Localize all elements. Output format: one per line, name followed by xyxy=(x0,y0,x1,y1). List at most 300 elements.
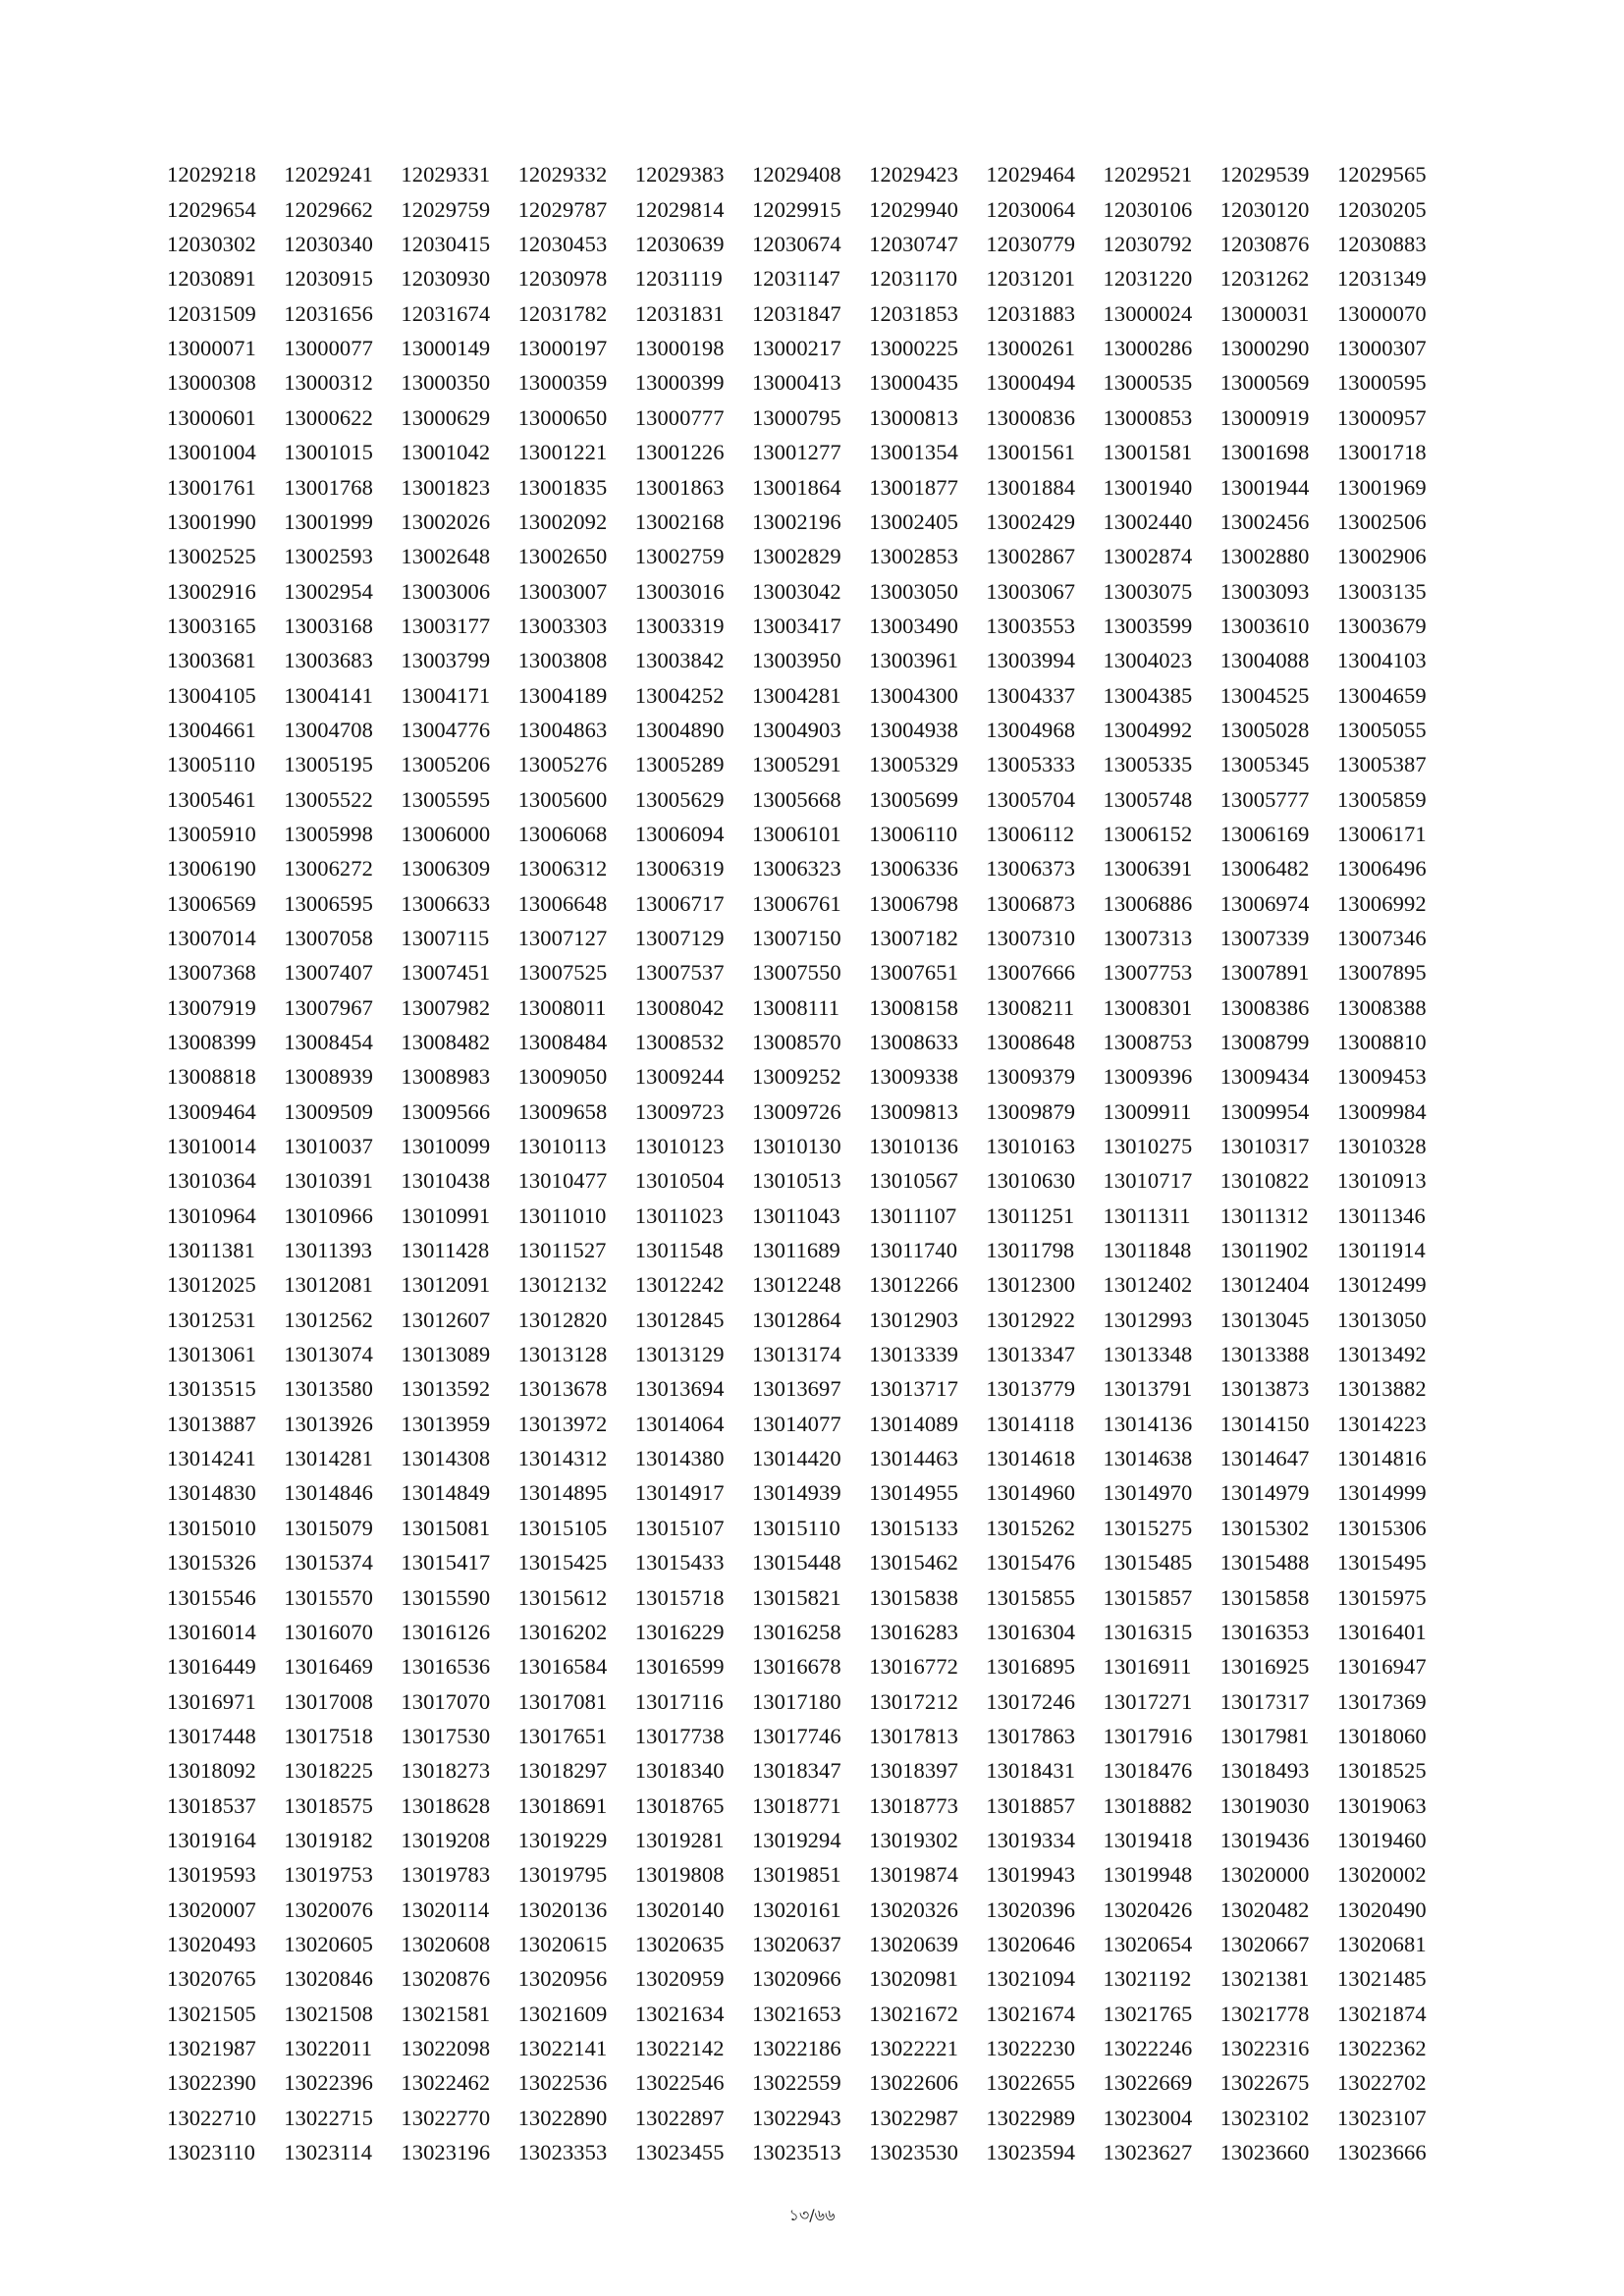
grid-row xyxy=(167,956,1453,990)
roll-number: 12030779 xyxy=(986,232,1076,257)
roll-number: 13008939 xyxy=(284,1064,373,1090)
roll-number: 13022710 xyxy=(167,2105,256,2130)
roll-number: 13013678 xyxy=(517,1376,608,1402)
roll-number: 13019063 xyxy=(1336,1792,1427,1818)
roll-number: 13001864 xyxy=(751,474,841,500)
roll-number: 13006112 xyxy=(986,821,1075,846)
roll-number: 13013515 xyxy=(167,1376,256,1402)
roll-number: 13009252 xyxy=(751,1064,841,1090)
roll-number: 13015546 xyxy=(167,1584,256,1610)
roll-number: 13015448 xyxy=(751,1550,841,1575)
roll-number: 13004776 xyxy=(401,717,491,742)
roll-number: 13019948 xyxy=(1103,1862,1193,1888)
grid-row xyxy=(167,1615,1453,1649)
roll-number: 13012025 xyxy=(167,1272,256,1298)
grid-row xyxy=(167,748,1453,782)
roll-number: 13002405 xyxy=(869,508,958,534)
roll-number: 13023594 xyxy=(986,2140,1076,2165)
roll-number: 13011346 xyxy=(1336,1202,1426,1228)
roll-number: 13020114 xyxy=(401,1896,490,1922)
roll-number: 13020000 xyxy=(1219,1862,1310,1888)
roll-number: 13007127 xyxy=(517,925,608,950)
roll-number: 13011914 xyxy=(1336,1238,1426,1263)
roll-number: 13009453 xyxy=(1336,1064,1427,1090)
roll-number: 13004385 xyxy=(1103,682,1193,708)
roll-number: 13023660 xyxy=(1219,2140,1310,2165)
roll-number: 13001718 xyxy=(1336,440,1427,465)
roll-number: 13016599 xyxy=(634,1654,725,1680)
roll-number: 13020639 xyxy=(869,1931,958,1956)
roll-number: 13002456 xyxy=(1219,508,1310,534)
roll-number: 13002525 xyxy=(167,544,256,569)
roll-number: 13003168 xyxy=(284,613,373,638)
grid-row xyxy=(167,852,1453,886)
roll-number: 13010717 xyxy=(1103,1168,1193,1194)
roll-number: 12030792 xyxy=(1103,232,1193,257)
roll-number: 13006595 xyxy=(284,890,373,916)
roll-number: 13018273 xyxy=(401,1758,491,1784)
roll-number: 13017981 xyxy=(1219,1723,1310,1748)
roll-number: 12029940 xyxy=(869,196,958,222)
roll-number: 13001990 xyxy=(167,508,256,534)
grid-row xyxy=(167,1789,1453,1823)
roll-number: 13007368 xyxy=(167,960,256,986)
grid-row xyxy=(167,505,1453,539)
roll-number: 13014463 xyxy=(869,1446,958,1471)
roll-number: 13013882 xyxy=(1336,1376,1427,1402)
roll-number: 13020002 xyxy=(1336,1862,1427,1888)
roll-number: 13003165 xyxy=(167,613,256,638)
roll-number: 13020846 xyxy=(284,1966,373,1992)
roll-number: 13000070 xyxy=(1336,300,1427,326)
roll-number: 13005335 xyxy=(1103,752,1193,777)
grid-row xyxy=(167,1234,1453,1268)
roll-number: 13022943 xyxy=(751,2105,841,2130)
roll-number: 13020605 xyxy=(284,1931,373,1956)
roll-number: 13022890 xyxy=(517,2105,608,2130)
roll-number: 13015417 xyxy=(401,1550,491,1575)
roll-number: 13014241 xyxy=(167,1446,256,1471)
grid-row xyxy=(167,1511,1453,1545)
roll-number: 13003599 xyxy=(1103,613,1193,638)
roll-number: 13022142 xyxy=(634,2035,725,2060)
roll-number: 13020956 xyxy=(517,1966,608,1992)
grid-row xyxy=(167,332,1453,366)
roll-number: 13019874 xyxy=(869,1862,958,1888)
roll-number: 13009434 xyxy=(1219,1064,1310,1090)
roll-number: 13018092 xyxy=(167,1758,256,1784)
roll-number: 13004903 xyxy=(751,717,841,742)
grid-row xyxy=(167,1476,1453,1511)
roll-number: 13011311 xyxy=(1103,1202,1191,1228)
roll-number: 13006496 xyxy=(1336,856,1427,881)
roll-number: 13022989 xyxy=(986,2105,1076,2130)
roll-number: 13023110 xyxy=(167,2140,255,2165)
roll-number: 13010328 xyxy=(1336,1134,1427,1159)
roll-number: 13013926 xyxy=(284,1411,373,1436)
roll-number: 13015857 xyxy=(1103,1584,1193,1610)
grid-row xyxy=(167,400,1453,435)
roll-number: 13000024 xyxy=(1103,300,1193,326)
roll-number: 13007919 xyxy=(167,994,256,1020)
roll-number: 13018691 xyxy=(517,1792,608,1818)
grid-row xyxy=(167,922,1453,956)
roll-number: 13015306 xyxy=(1336,1515,1427,1540)
roll-number: 13005387 xyxy=(1336,752,1427,777)
roll-number: 13015858 xyxy=(1219,1584,1310,1610)
roll-number: 13015079 xyxy=(284,1515,373,1540)
roll-number: 13003610 xyxy=(1219,613,1310,638)
roll-number: 12031220 xyxy=(1103,266,1193,292)
roll-number: 13018773 xyxy=(869,1792,958,1818)
roll-number: 13011689 xyxy=(751,1238,840,1263)
grid-row xyxy=(167,1303,1453,1337)
roll-number: 13003994 xyxy=(986,648,1076,673)
roll-number: 13015107 xyxy=(634,1515,725,1540)
roll-number: 13012864 xyxy=(751,1307,841,1332)
roll-number: 13023627 xyxy=(1103,2140,1193,2165)
roll-number: 13021674 xyxy=(986,2001,1076,2026)
roll-number: 12029654 xyxy=(167,196,256,222)
roll-number: 12030891 xyxy=(167,266,256,292)
roll-number: 12031831 xyxy=(634,300,725,326)
roll-number: 13021505 xyxy=(167,2001,256,2026)
roll-number: 13011381 xyxy=(167,1238,255,1263)
grid-row xyxy=(167,1407,1453,1441)
roll-number: 13006101 xyxy=(751,821,841,846)
roll-number: 13021609 xyxy=(517,2001,608,2026)
roll-number: 13017116 xyxy=(634,1688,724,1714)
roll-number: 13014895 xyxy=(517,1480,608,1506)
roll-number: 13001768 xyxy=(284,474,373,500)
roll-number: 13003135 xyxy=(1336,578,1427,604)
roll-number: 13001015 xyxy=(284,440,373,465)
grid-row xyxy=(167,1962,1453,1997)
roll-number: 13018397 xyxy=(869,1758,958,1784)
roll-number: 13003006 xyxy=(401,578,491,604)
roll-number: 13015570 xyxy=(284,1584,373,1610)
roll-number: 12031119 xyxy=(634,266,723,292)
roll-number: 13018060 xyxy=(1336,1723,1427,1748)
roll-number: 13022669 xyxy=(1103,2070,1193,2096)
roll-number: 13002906 xyxy=(1336,544,1427,569)
grid-row xyxy=(167,1858,1453,1893)
roll-number: 13018537 xyxy=(167,1792,256,1818)
roll-number: 13002874 xyxy=(1103,544,1193,569)
roll-number: 13000435 xyxy=(869,370,958,396)
grid-row xyxy=(167,262,1453,296)
roll-number: 13016911 xyxy=(1103,1654,1192,1680)
roll-number: 13005668 xyxy=(751,786,841,812)
roll-number: 13015262 xyxy=(986,1515,1076,1540)
grid-row xyxy=(167,818,1453,852)
roll-number: 13016014 xyxy=(167,1619,256,1644)
roll-number: 13019851 xyxy=(751,1862,841,1888)
roll-number: 13013959 xyxy=(401,1411,491,1436)
roll-number: 13016449 xyxy=(167,1654,256,1680)
roll-number: 13015302 xyxy=(1219,1515,1310,1540)
roll-number: 13009566 xyxy=(401,1098,491,1124)
roll-number: 13022011 xyxy=(284,2035,373,2060)
roll-number: 13000650 xyxy=(517,404,608,430)
roll-number: 13000149 xyxy=(401,336,491,361)
roll-number: 13007310 xyxy=(986,925,1076,950)
roll-number: 13007451 xyxy=(401,960,491,986)
roll-number: 13003007 xyxy=(517,578,608,604)
roll-number: 13008211 xyxy=(986,994,1075,1020)
roll-number: 13009813 xyxy=(869,1098,958,1124)
roll-number: 13014849 xyxy=(401,1480,491,1506)
grid-row xyxy=(167,436,1453,470)
roll-number: 13013492 xyxy=(1336,1342,1427,1367)
roll-number: 13010991 xyxy=(401,1202,491,1228)
roll-number: 13006336 xyxy=(869,856,958,881)
roll-number: 13006068 xyxy=(517,821,608,846)
roll-number: 13003842 xyxy=(634,648,725,673)
roll-number: 12030453 xyxy=(517,232,608,257)
roll-number: 13005777 xyxy=(1219,786,1310,812)
roll-number: 13016202 xyxy=(517,1619,608,1644)
roll-number: 13022770 xyxy=(401,2105,491,2130)
roll-number: 13012081 xyxy=(284,1272,373,1298)
roll-number: 13001277 xyxy=(751,440,841,465)
roll-number: 13014970 xyxy=(1103,1480,1193,1506)
roll-number: 13000290 xyxy=(1219,336,1310,361)
roll-number: 13000595 xyxy=(1336,370,1427,396)
grid-row xyxy=(167,1997,1453,2031)
roll-number: 13006648 xyxy=(517,890,608,916)
roll-number: 13010136 xyxy=(869,1134,958,1159)
roll-number: 13010123 xyxy=(634,1134,725,1159)
roll-number: 13012242 xyxy=(634,1272,725,1298)
roll-number: 13016678 xyxy=(751,1654,841,1680)
roll-number: 12029383 xyxy=(634,162,725,187)
roll-number: 13010317 xyxy=(1219,1134,1310,1159)
roll-number: 13010113 xyxy=(517,1134,607,1159)
roll-number: 13012531 xyxy=(167,1307,256,1332)
roll-number: 13000629 xyxy=(401,404,491,430)
roll-number: 13003961 xyxy=(869,648,958,673)
roll-number: 13019302 xyxy=(869,1827,958,1852)
roll-number: 12030106 xyxy=(1103,196,1193,222)
roll-number: 13020136 xyxy=(517,1896,608,1922)
roll-number: 13003681 xyxy=(167,648,256,673)
roll-number: 13019164 xyxy=(167,1827,256,1852)
roll-number: 13022987 xyxy=(869,2105,958,2130)
roll-number: 13014846 xyxy=(284,1480,373,1506)
roll-number: 13004189 xyxy=(517,682,608,708)
roll-number: 12031847 xyxy=(751,300,841,326)
grid-row xyxy=(167,1060,1453,1095)
roll-number: 13008386 xyxy=(1219,994,1310,1020)
roll-number: 12031509 xyxy=(167,300,256,326)
grid-row xyxy=(167,1164,1453,1199)
roll-number: 13014816 xyxy=(1336,1446,1427,1471)
roll-number: 13006272 xyxy=(284,856,373,881)
roll-number: 13006169 xyxy=(1219,821,1310,846)
roll-number: 13022702 xyxy=(1336,2070,1427,2096)
roll-number: 13012300 xyxy=(986,1272,1076,1298)
roll-number: 13022230 xyxy=(986,2035,1076,2060)
roll-number: 13015081 xyxy=(401,1515,491,1540)
roll-number: 13010364 xyxy=(167,1168,256,1194)
roll-number: 13015275 xyxy=(1103,1515,1193,1540)
roll-number: 13019795 xyxy=(517,1862,608,1888)
roll-number: 13016584 xyxy=(517,1654,608,1680)
roll-number: 13014939 xyxy=(751,1480,841,1506)
roll-number: 12029331 xyxy=(401,162,491,187)
roll-number: 13013045 xyxy=(1219,1307,1310,1332)
roll-number: 13012845 xyxy=(634,1307,725,1332)
roll-number: 12030120 xyxy=(1219,196,1310,222)
roll-number: 13004968 xyxy=(986,717,1076,742)
roll-number: 13017813 xyxy=(869,1723,958,1748)
roll-number: 13020681 xyxy=(1336,1931,1427,1956)
roll-number: 13012404 xyxy=(1219,1272,1310,1298)
roll-number: 13014420 xyxy=(751,1446,841,1471)
roll-number: 13011527 xyxy=(517,1238,607,1263)
roll-number: 13015485 xyxy=(1103,1550,1193,1575)
grid-row xyxy=(167,644,1453,678)
roll-number: 13001944 xyxy=(1219,474,1310,500)
roll-number: 13016536 xyxy=(401,1654,491,1680)
roll-number: 13014638 xyxy=(1103,1446,1193,1471)
grid-row xyxy=(167,574,1453,609)
roll-number: 13022362 xyxy=(1336,2035,1427,2060)
grid-row xyxy=(167,1546,1453,1580)
roll-number: 12030639 xyxy=(634,232,725,257)
roll-number: 13022141 xyxy=(517,2035,608,2060)
roll-number: 13006373 xyxy=(986,856,1076,881)
roll-number: 13008570 xyxy=(751,1030,841,1055)
roll-number: 13015821 xyxy=(751,1584,841,1610)
roll-number: 13022675 xyxy=(1219,2070,1310,2096)
roll-number: 13021765 xyxy=(1103,2001,1193,2026)
roll-number: 13008111 xyxy=(751,994,840,1020)
roll-number: 13016229 xyxy=(634,1619,725,1644)
roll-number: 13010567 xyxy=(869,1168,958,1194)
roll-number: 13016353 xyxy=(1219,1619,1310,1644)
roll-number: 13005595 xyxy=(401,786,491,812)
roll-number: 13020490 xyxy=(1336,1896,1427,1922)
roll-number: 13001221 xyxy=(517,440,608,465)
roll-number: 13000569 xyxy=(1219,370,1310,396)
roll-number: 13000853 xyxy=(1103,404,1193,430)
roll-number: 13006569 xyxy=(167,890,256,916)
roll-number: 13012132 xyxy=(517,1272,608,1298)
roll-number: 13001698 xyxy=(1219,440,1310,465)
roll-number: 13000217 xyxy=(751,336,841,361)
roll-number: 13011428 xyxy=(401,1238,490,1263)
roll-number: 13017916 xyxy=(1103,1723,1193,1748)
roll-number: 13020396 xyxy=(986,1896,1076,1922)
roll-number: 13019436 xyxy=(1219,1827,1310,1852)
roll-number: 12029662 xyxy=(284,196,373,222)
roll-number: 13015010 xyxy=(167,1515,256,1540)
grid-row xyxy=(167,366,1453,400)
roll-number: 13003553 xyxy=(986,613,1076,638)
roll-number: 13014647 xyxy=(1219,1446,1310,1471)
roll-number: 13000261 xyxy=(986,336,1076,361)
roll-number: 13022390 xyxy=(167,2070,256,2096)
roll-number: 13001863 xyxy=(634,474,725,500)
roll-number: 12029787 xyxy=(517,196,608,222)
roll-number: 13013089 xyxy=(401,1342,491,1367)
roll-number: 13005998 xyxy=(284,821,373,846)
roll-number: 13013050 xyxy=(1336,1307,1427,1332)
roll-number: 13000307 xyxy=(1336,336,1427,361)
roll-number: 13000494 xyxy=(986,370,1076,396)
roll-number: 13013129 xyxy=(634,1342,725,1367)
roll-number: 13001884 xyxy=(986,474,1076,500)
roll-number: 13016947 xyxy=(1336,1654,1427,1680)
roll-number: 13013779 xyxy=(986,1376,1076,1402)
roll-number: 13019294 xyxy=(751,1827,841,1852)
roll-number: 13012903 xyxy=(869,1307,958,1332)
roll-number: 13015433 xyxy=(634,1550,725,1575)
roll-number: 12031656 xyxy=(284,300,373,326)
roll-number: 13002650 xyxy=(517,544,608,569)
roll-number: 13016469 xyxy=(284,1654,373,1680)
roll-number: 13022396 xyxy=(284,2070,373,2096)
roll-number: 13021508 xyxy=(284,2001,373,2026)
roll-number: 13019418 xyxy=(1103,1827,1193,1852)
roll-number: 13014281 xyxy=(284,1446,373,1471)
roll-number: 13000622 xyxy=(284,404,373,430)
roll-number: 13004992 xyxy=(1103,717,1193,742)
roll-number: 13017738 xyxy=(634,1723,725,1748)
roll-number: 13001354 xyxy=(869,440,958,465)
roll-number: 13022186 xyxy=(751,2035,841,2060)
roll-number: 13018771 xyxy=(751,1792,841,1818)
roll-number: 13010913 xyxy=(1336,1168,1427,1194)
grid-row xyxy=(167,1130,1453,1164)
roll-number: 13014955 xyxy=(869,1480,958,1506)
roll-number: 13006391 xyxy=(1103,856,1193,881)
roll-number: 13007058 xyxy=(284,925,373,950)
roll-number: 13003319 xyxy=(634,613,725,638)
roll-number: 13000198 xyxy=(634,336,725,361)
roll-number: 13022655 xyxy=(986,2070,1076,2096)
roll-number: 13021778 xyxy=(1219,2001,1310,2026)
roll-number: 13002026 xyxy=(401,508,491,534)
roll-number: 13014960 xyxy=(986,1480,1076,1506)
roll-number: 12029814 xyxy=(634,196,725,222)
roll-number: 13005289 xyxy=(634,752,725,777)
roll-number: 12031147 xyxy=(751,266,840,292)
roll-number: 13000359 xyxy=(517,370,608,396)
roll-number: 13020966 xyxy=(751,1966,841,1992)
roll-number: 12030876 xyxy=(1219,232,1310,257)
roll-number: 13007339 xyxy=(1219,925,1310,950)
roll-number: 13016126 xyxy=(401,1619,491,1644)
roll-number: 13020654 xyxy=(1103,1931,1193,1956)
roll-number: 13012562 xyxy=(284,1307,373,1332)
roll-number: 13022606 xyxy=(869,2070,958,2096)
roll-number: 13020482 xyxy=(1219,1896,1310,1922)
roll-number: 13004252 xyxy=(634,682,725,708)
roll-number: 13017070 xyxy=(401,1688,491,1714)
roll-number: 13022316 xyxy=(1219,2035,1310,2060)
roll-number: 13015495 xyxy=(1336,1550,1427,1575)
roll-number: 13014064 xyxy=(634,1411,725,1436)
grid-row xyxy=(167,1580,1453,1615)
roll-number: 13002829 xyxy=(751,544,841,569)
roll-number: 13005699 xyxy=(869,786,958,812)
roll-number: 13009244 xyxy=(634,1064,725,1090)
roll-number: 13016401 xyxy=(1336,1619,1427,1644)
grid-row xyxy=(167,1650,1453,1684)
